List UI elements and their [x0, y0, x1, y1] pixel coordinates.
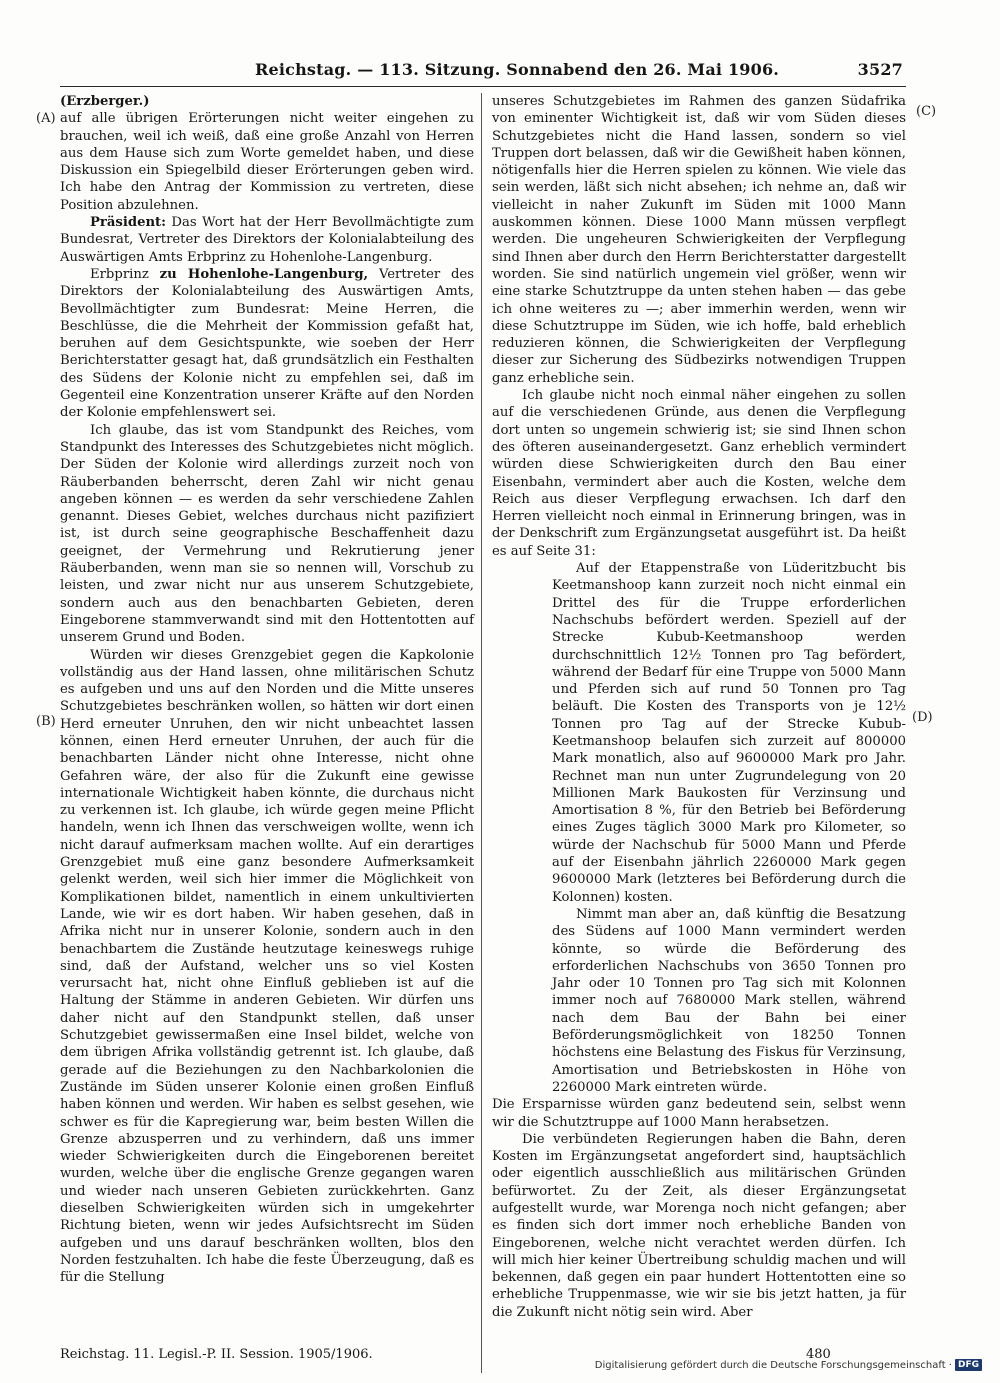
dfg-logo: DFG	[955, 1359, 982, 1371]
left-column	[60, 93, 474, 1286]
paragraph: Ich glaube nicht noch einmal näher eingehen zu sollen auf die verschiedenen Gründe, aus denen die Verpflegung dort unten so ungemein schwierig ist; sie sind Ihnen schon des öfteren auseinandergesetzt. Ganz erheblich vermindert würden diese Schwierigkeiten durch den Bau einer Eisenbahn, vermindert aber auch die Kosten, welche dem Reich aus dieser Verpflegung erwachsen. Ich darf den Herren vielleicht noch einmal in Erinnerung bringen, was in der Denkschrift zum Ergänzungsetat ausgeführt ist. Da heißt es auf Seite 31:	[492, 388, 906, 559]
sheet-number: 480	[806, 1347, 831, 1362]
session-footer: Reichstag. 11. Legisl.-P. II. Session. 1905/1906.	[60, 1347, 373, 1362]
page-header	[255, 60, 903, 84]
margin-marker-b: (B)	[36, 714, 56, 729]
paragraph: Würden wir dieses Grenzgebiet gegen die Kapkolonie vollständig aus der Hand lassen, ohne militärischen Schutz es aufgeben und uns auf den Norden und die Mitte unseres Schutzgebietes beschränken wollen, so hätten wir dort einen Herd erneuter Unruhen, den wir nicht unbeachtet lassen können, einen Herd erneuter Unruhen, der auch für die benachbarten Länder nicht ohne Interesse, nicht ohne Gefahren wäre, der also für die Zukunft eine gewisse internationale Wichtigkeit haben könnte, die durchaus nicht zu verkennen ist. Ich glaube, ich würde gegen meine Pflicht handeln, wenn ich Ihnen das verschweigen wollte, wenn ich nicht darauf aufmerksam machen wollte. Auf ein derartiges Grenzgebiet muß eine ganz besondere Aufmerksamkeit gelenkt werden, weil sich hier immer die Möglichkeit von Komplikationen bildet, namentlich in einem unkultivierten Lande, wie wir es dort haben. Wir haben gesehen, daß in Afrika nicht nur in unserer Kolonie, sondern auch in den benachbartem die Zustände heutzutage keineswegs ruhige sind, daß der Aufstand, welcher uns so viel Kosten verursacht hat, nicht ohne Einfluß geblieben ist auf die Haltung der Stämme in anderen Gebieten. Wir dürfen uns daher nicht auf den Standpunkt stellen, daß unser Schutzgebiet gewissermaßen eine Insel bildet, welche von dem übrigen Afrika vollständig getrennt ist. Ich glaube, daß gerade auf die Beziehungen zu den Nachbarkolonien die Zustände im Süden unserer Kolonie einen großen Einfluß haben können und werden. Wir haben es selbst gesehen, wie schwer es für die Kapregierung war, beim besten Willen die Grenze abzusperren und zu verhindern, daß uns immer wieder Schwierigkeiten durch die Eingeborenen bereitet wurden, welche über die englische Grenze gegangen waren und wieder nach unseren Gebieten zurückkehrten. Ganz dieselben Schwierigkeiten würden sich in umgekehrter Richtung bieten, wenn wir jedes Aufsichtsrecht im Süden aufgeben und uns darauf beschränken wollten, blos den Norden festzuhalten. Ich habe die feste Überzeugung, daß es für die Stellung	[60, 647, 474, 1286]
paragraph: auf alle übrigen Erörterungen nicht weiter eingehen zu brauchen, weil ich weiß, daß eine große Anzahl von Herren aus dem Hause sich zum Worte gemeldet haben, und diese Diskussion ein Spiegelbild dieser Erörterungen geben wird. Ich habe den Antrag der Kommission zu vertreten, diese Position abzulehnen.	[60, 111, 474, 213]
paragraph: Die Ersparnisse würden ganz bedeutend sein, selbst wenn wir die Schutztruppe auf 1000 Mann herabsetzen.	[492, 1097, 906, 1130]
speaker-name: zu Hohenlohe-Langenburg,	[159, 266, 369, 282]
credit-text: Digitalisierung gefördert durch die Deutsche Forschungsgemeinschaft ·	[594, 1359, 952, 1371]
paragraph-text: Vertreter des Direktors der Kolonialabteilung des Auswärtigen Amts, Bevollmächtigter zum Bundesrat: Meine Herren, die Beschlüsse, die die Mehrheit der Kommission gefaßt hat, beruhen auf dem Gesichtspunkte, wie soeben der Herr Berichterstatter gesagt hat, daß grundsätzlich ein Festhalten des Südens der Kolonie nicht zu empfehlen sei, daß im Gegenteil eine Konzentration unserer Kräfte auf den Norden der Kolonie empfehlenswert sei.	[60, 266, 475, 421]
paragraph: Ich glaube, das ist vom Standpunkt des Reiches, vom Standpunkt des Interesses des Schutzgebietes nicht möglich. Der Süden der Kolonie wird allerdings zurzeit noch von Räuberbanden beherrscht, deren Zahl wir nicht genau angeben können — es werden da sehr verschiedene Zahlen genannt. Dieses Gebiet, welches durchaus nicht pazifiziert ist, ist durch seine geographische Beschaffenheit dazu geeignet, der Vermehrung und Rekrutierung jener Räuberbanden, wenn man sie so nennen will, Vorschub zu leisten, und zwar nicht nur aus unserem Schutzgebiete, sondern auch aus den benachbarten Gebieten, deren Eingeborene stammverwandt sind mit den Hottentotten auf unserem Grund und Boden.	[60, 422, 474, 646]
speaker-title: Erbprinz	[90, 266, 160, 282]
quotation: Auf der Etappenstraße von Lüderitzbucht bis Keetmanshoop kann zurzeit noch nicht einmal ein Drittel des für die Truppe erforderlichen Nachschubs befördert werden. Speziell auf der Strecke Kubub-Keetmanshoop werden durchschnittlich 12½ Tonnen pro Tag befördert, während der Bedarf für eine Truppe von 5000 Mann und Pferden sich auf rund 50 Tonnen pro Tag beläuft. Die Kosten des Transports von je 12½ Tonnen pro Tag auf der Strecke Kubub-Keetmanshoop belaufen sich zurzeit auf 800000 Mark monatlich, also auf 9600000 Mark pro Jahr. Rechnet man nun unter Zugrundelegung von 20 Millionen Mark Baukosten für Verzinsung und Amortisation 8 %, für den Betrieb bei Beförderung eines Zuges täglich 3000 Mark pro Kilometer, so würde der Nachschub für 5000 Mann und Pferde auf der Eisenbahn jährlich 2260000 Mark gegen 9600000 Mark (letzteres bei Beförderung durch die Kolonnen) kosten.	[552, 561, 906, 905]
speaker-name: Präsident:	[90, 215, 167, 231]
header-rule	[60, 86, 906, 87]
paragraph: unseres Schutzgebietes im Rahmen des ganzen Südafrika von eminenter Wichtigkeit ist, daß wir vom Süden dieses Schutzgebietes nicht die Hand lassen, sondern so viel Truppen dort belassen, daß wir die Gewißheit haben können, nötigenfalls hier die Herren spielen zu können. Wie viele das sein werden, läßt sich nicht absehen; ich nehme an, daß wir vielleicht in naher Zukunft im Süden mit 1000 Mann auskommen können. Diese 1000 Mann müssen verpflegt werden. Die ungeheuren Schwierigkeiten der Verpflegung sind Ihnen aber durch den Herrn Berichterstatter dargestellt worden. Sie sind natürlich ungemein viel größer, wenn wir eine starke Schutztruppe da unten stehen haben — das gebe ich ohne weiteres zu —; aber immerhin werden, wenn wir diese Schutztruppe im Süden, wie ich hoffe, bald erheblich reduzieren können, die Schwierigkeiten der Verpflegung dieser zur Sicherung des Südbezirks notwendigen Truppen ganz erhebliche sein.	[492, 94, 906, 386]
running-title: Reichstag. — 113. Sitzung. Sonnabend den 26. Mai 1906.	[255, 60, 780, 79]
margin-marker-c: (C)	[916, 104, 937, 119]
paragraph: Die verbündeten Regierungen haben die Bahn, deren Kosten im Ergänzungsetat angefordert sind, hauptsächlich oder eigentlich ausschließlich aus militärischen Gründen befürwortet. Zu der Zeit, als dieser Ergänzungsetat aufgestellt wurde, war Morenga noch nicht gefangen; aber es finden sich dort immer noch erhebliche Banden von Eingeborenen, welche nicht verachtet werden dürfen. Ich will mich hier keiner Übertreibung schuldig machen und will bekennen, daß gegen ein paar hundert Hottentotten eine so erhebliche Truppenmasse, wie wir sie bis jetzt hatten, ja für die Zukunft nicht nötig sein wird. Aber	[492, 1131, 906, 1320]
quotation: Nimmt man aber an, daß künftig die Besatzung des Südens auf 1000 Mann vermindert werden könnte, so würde die Beförderung des erforderlichen Nachschubs von 3650 Tonnen pro Jahr oder 10 Tonnen pro Tag sich mit Kolonnen immer noch auf 7680000 Mark stellen, während nach dem Bau der Bahn bei einer Beförderungsmöglichkeit von 18250 Tonnen höchstens eine Belastung des Fiskus für Verzinsung, Amortisation und Betriebskosten in Höhe von 2260000 Mark eintreten würde.	[552, 906, 906, 1095]
column-divider	[481, 93, 482, 1373]
page-number: 3527	[857, 60, 903, 79]
margin-marker-d: (D)	[912, 710, 933, 725]
paragraph	[60, 214, 474, 266]
right-column	[492, 93, 906, 1321]
paragraph-text: Das Wort hat der Herr Bevollmächtigte zum Bundesrat, Vertreter des Direktors der Kolonialabteilung des Auswärtigen Amts Erbprinz zu Hohenlohe-Langenburg.	[60, 215, 474, 265]
margin-marker-a: (A)	[36, 111, 56, 126]
paragraph	[60, 266, 474, 422]
speaker-tag: (Erzberger.)	[60, 94, 150, 109]
digitization-credit	[595, 1359, 982, 1371]
